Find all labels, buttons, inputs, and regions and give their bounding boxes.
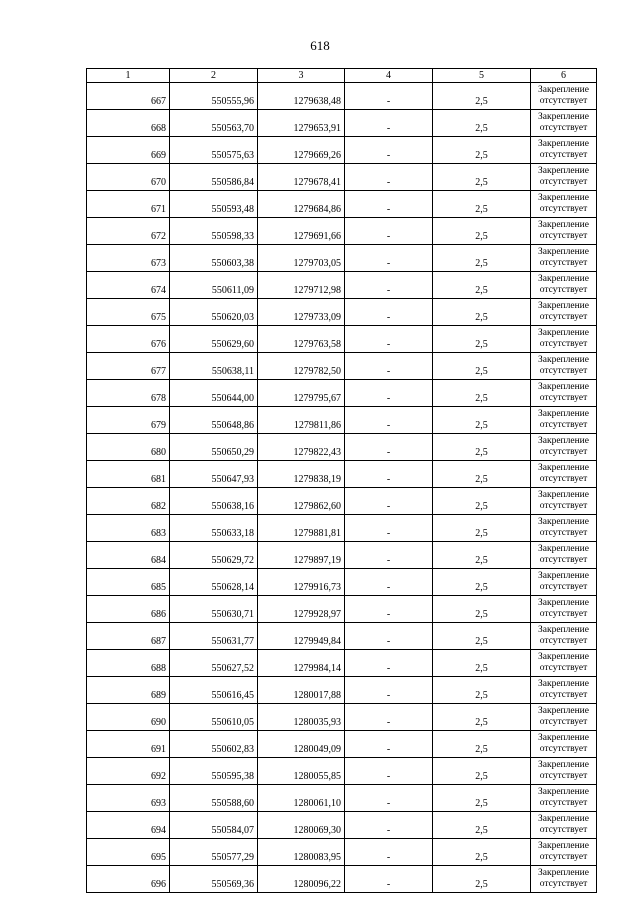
point-number-cell: 684 — [87, 542, 170, 569]
fixing-status-line-2: отсутствует — [539, 204, 588, 214]
point-number-cell: 696 — [87, 866, 170, 893]
column-5-cell: 2,5 — [433, 272, 531, 299]
fixing-status-cell — [531, 812, 597, 839]
point-number-cell: 673 — [87, 245, 170, 272]
fixing-status-line-1: Закрепление — [538, 706, 589, 716]
y-coordinate-cell: 1280096,22 — [258, 866, 345, 893]
fixing-status-line-1: Закрепление — [538, 274, 589, 284]
y-coordinate-cell: 1279795,67 — [258, 380, 345, 407]
table-row — [87, 245, 597, 272]
y-coordinate-cell: 1280055,85 — [258, 758, 345, 785]
fixing-status-line-1: Закрепление — [538, 355, 589, 365]
fixing-status-cell — [531, 353, 597, 380]
table-row — [87, 542, 597, 569]
fixing-status-cell — [531, 461, 597, 488]
table-row — [87, 785, 597, 812]
fixing-status-cell — [531, 272, 597, 299]
point-number-cell: 683 — [87, 515, 170, 542]
page-number: 618 — [310, 38, 330, 53]
fixing-status-line-2: отсутствует — [539, 771, 588, 781]
column-5-cell: 2,5 — [433, 596, 531, 623]
x-coordinate-cell: 550555,96 — [170, 83, 258, 110]
x-coordinate-cell: 550598,33 — [170, 218, 258, 245]
fixing-status-line-2: отсутствует — [539, 258, 588, 268]
column-4-cell: - — [345, 191, 433, 218]
x-coordinate-cell: 550610,05 — [170, 704, 258, 731]
y-coordinate-cell: 1279703,05 — [258, 245, 345, 272]
table-row — [87, 650, 597, 677]
column-5-cell: 2,5 — [433, 866, 531, 893]
fixing-status-line-2: отсутствует — [539, 96, 588, 106]
fixing-status-line-1: Закрепление — [538, 490, 589, 500]
fixing-status-line-2: отсутствует — [539, 474, 588, 484]
table-row — [87, 704, 597, 731]
fixing-status-line-1: Закрепление — [538, 463, 589, 473]
table-row — [87, 272, 597, 299]
point-number-cell: 669 — [87, 137, 170, 164]
fixing-status-line-1: Закрепление — [538, 517, 589, 527]
fixing-status-cell — [531, 488, 597, 515]
x-coordinate-cell: 550602,83 — [170, 731, 258, 758]
y-coordinate-cell: 1279838,19 — [258, 461, 345, 488]
header-col-4: 4 — [345, 69, 433, 83]
fixing-status-line-2: отсутствует — [539, 798, 588, 808]
fixing-status-line-1: Закрепление — [538, 193, 589, 203]
column-5-cell: 2,5 — [433, 785, 531, 812]
point-number-cell: 686 — [87, 596, 170, 623]
point-number-cell: 691 — [87, 731, 170, 758]
column-4-cell: - — [345, 245, 433, 272]
table-row — [87, 353, 597, 380]
fixing-status-line-2: отсутствует — [539, 717, 588, 727]
point-number-cell: 674 — [87, 272, 170, 299]
table-row — [87, 488, 597, 515]
fixing-status-line-1: Закрепление — [538, 598, 589, 608]
y-coordinate-cell: 1279928,97 — [258, 596, 345, 623]
column-5-cell: 2,5 — [433, 704, 531, 731]
x-coordinate-cell: 550595,38 — [170, 758, 258, 785]
fixing-status-cell — [531, 299, 597, 326]
x-coordinate-cell: 550638,11 — [170, 353, 258, 380]
column-5-cell: 2,5 — [433, 353, 531, 380]
fixing-status-line-1: Закрепление — [538, 679, 589, 689]
point-number-cell: 680 — [87, 434, 170, 461]
column-5-cell: 2,5 — [433, 731, 531, 758]
fixing-status-line-2: отсутствует — [539, 879, 588, 889]
table-row — [87, 677, 597, 704]
point-number-cell: 671 — [87, 191, 170, 218]
fixing-status-cell — [531, 704, 597, 731]
y-coordinate-cell: 1279691,66 — [258, 218, 345, 245]
column-5-cell: 2,5 — [433, 542, 531, 569]
x-coordinate-cell: 550644,00 — [170, 380, 258, 407]
fixing-status-line-1: Закрепление — [538, 625, 589, 635]
fixing-status-line-1: Закрепление — [538, 220, 589, 230]
fixing-status-cell — [531, 839, 597, 866]
x-coordinate-cell: 550584,07 — [170, 812, 258, 839]
x-coordinate-cell: 550603,38 — [170, 245, 258, 272]
x-coordinate-cell: 550627,52 — [170, 650, 258, 677]
fixing-status-line-2: отсутствует — [539, 636, 588, 646]
table-body — [87, 83, 597, 893]
fixing-status-line-2: отсутствует — [539, 393, 588, 403]
column-5-cell: 2,5 — [433, 650, 531, 677]
column-5-cell: 2,5 — [433, 515, 531, 542]
column-4-cell: - — [345, 110, 433, 137]
column-5-cell: 2,5 — [433, 380, 531, 407]
table-row — [87, 164, 597, 191]
x-coordinate-cell: 550575,63 — [170, 137, 258, 164]
x-coordinate-cell: 550633,18 — [170, 515, 258, 542]
column-4-cell: - — [345, 488, 433, 515]
fixing-status-line-1: Закрепление — [538, 760, 589, 770]
point-number-cell: 670 — [87, 164, 170, 191]
column-5-cell: 2,5 — [433, 137, 531, 164]
fixing-status-cell — [531, 137, 597, 164]
column-5-cell: 2,5 — [433, 245, 531, 272]
column-5-cell: 2,5 — [433, 299, 531, 326]
column-4-cell: - — [345, 380, 433, 407]
y-coordinate-cell: 1279638,48 — [258, 83, 345, 110]
fixing-status-line-1: Закрепление — [538, 652, 589, 662]
x-coordinate-cell: 550577,29 — [170, 839, 258, 866]
fixing-status-line-2: отсутствует — [539, 501, 588, 511]
point-number-cell: 677 — [87, 353, 170, 380]
point-number-cell: 687 — [87, 623, 170, 650]
y-coordinate-cell: 1279669,26 — [258, 137, 345, 164]
column-4-cell: - — [345, 83, 433, 110]
x-coordinate-cell: 550620,03 — [170, 299, 258, 326]
column-4-cell: - — [345, 758, 433, 785]
point-number-cell: 675 — [87, 299, 170, 326]
fixing-status-line-2: отсутствует — [539, 123, 588, 133]
fixing-status-line-2: отсутствует — [539, 366, 588, 376]
fixing-status-cell — [531, 164, 597, 191]
fixing-status-line-2: отсутствует — [539, 609, 588, 619]
y-coordinate-cell: 1279916,73 — [258, 569, 345, 596]
point-number-cell: 676 — [87, 326, 170, 353]
column-5-cell: 2,5 — [433, 758, 531, 785]
fixing-status-line-1: Закрепление — [538, 328, 589, 338]
column-5-cell: 2,5 — [433, 164, 531, 191]
header-col-2: 2 — [170, 69, 258, 83]
table-row — [87, 461, 597, 488]
x-coordinate-cell: 550563,70 — [170, 110, 258, 137]
x-coordinate-cell: 550593,48 — [170, 191, 258, 218]
y-coordinate-cell: 1279763,58 — [258, 326, 345, 353]
fixing-status-line-1: Закрепление — [538, 571, 589, 581]
column-4-cell: - — [345, 677, 433, 704]
table-row — [87, 812, 597, 839]
column-4-cell: - — [345, 542, 433, 569]
point-number-cell: 672 — [87, 218, 170, 245]
point-number-cell: 679 — [87, 407, 170, 434]
fixing-status-line-1: Закрепление — [538, 841, 589, 851]
fixing-status-line-2: отсутствует — [539, 447, 588, 457]
y-coordinate-cell: 1279712,98 — [258, 272, 345, 299]
column-4-cell: - — [345, 164, 433, 191]
x-coordinate-cell: 550629,60 — [170, 326, 258, 353]
table-row — [87, 110, 597, 137]
fixing-status-cell — [531, 218, 597, 245]
table-row — [87, 731, 597, 758]
y-coordinate-cell: 1279811,86 — [258, 407, 345, 434]
column-5-cell: 2,5 — [433, 218, 531, 245]
table-row — [87, 839, 597, 866]
column-5-cell: 2,5 — [433, 110, 531, 137]
column-5-cell: 2,5 — [433, 569, 531, 596]
column-5-cell: 2,5 — [433, 326, 531, 353]
fixing-status-cell — [531, 515, 597, 542]
column-4-cell: - — [345, 218, 433, 245]
y-coordinate-cell: 1279881,81 — [258, 515, 345, 542]
fixing-status-line-2: отсутствует — [539, 555, 588, 565]
fixing-status-cell — [531, 110, 597, 137]
point-number-cell: 689 — [87, 677, 170, 704]
column-5-cell: 2,5 — [433, 623, 531, 650]
table-row — [87, 326, 597, 353]
table-row — [87, 407, 597, 434]
fixing-status-cell — [531, 191, 597, 218]
column-4-cell: - — [345, 272, 433, 299]
table-header-row — [87, 69, 597, 83]
y-coordinate-cell: 1280049,09 — [258, 731, 345, 758]
point-number-cell: 694 — [87, 812, 170, 839]
header-col-1: 1 — [87, 69, 170, 83]
y-coordinate-cell: 1280035,93 — [258, 704, 345, 731]
table-row — [87, 137, 597, 164]
fixing-status-line-1: Закрепление — [538, 409, 589, 419]
column-4-cell: - — [345, 515, 433, 542]
column-4-cell: - — [345, 326, 433, 353]
fixing-status-line-2: отсутствует — [539, 744, 588, 754]
column-5-cell: 2,5 — [433, 461, 531, 488]
column-4-cell: - — [345, 596, 433, 623]
x-coordinate-cell: 550629,72 — [170, 542, 258, 569]
fixing-status-line-1: Закрепление — [538, 85, 589, 95]
x-coordinate-cell: 550631,77 — [170, 623, 258, 650]
fixing-status-cell — [531, 785, 597, 812]
column-4-cell: - — [345, 569, 433, 596]
y-coordinate-cell: 1279678,41 — [258, 164, 345, 191]
column-5-cell: 2,5 — [433, 488, 531, 515]
column-4-cell: - — [345, 731, 433, 758]
fixing-status-line-1: Закрепление — [538, 139, 589, 149]
x-coordinate-cell: 550638,16 — [170, 488, 258, 515]
y-coordinate-cell: 1279782,50 — [258, 353, 345, 380]
column-5-cell: 2,5 — [433, 434, 531, 461]
column-4-cell: - — [345, 623, 433, 650]
y-coordinate-cell: 1279949,84 — [258, 623, 345, 650]
table-row — [87, 83, 597, 110]
point-number-cell: 693 — [87, 785, 170, 812]
header-col-6: 6 — [531, 69, 597, 83]
fixing-status-line-2: отсутствует — [539, 339, 588, 349]
column-4-cell: - — [345, 461, 433, 488]
column-4-cell: - — [345, 434, 433, 461]
y-coordinate-cell: 1280061,10 — [258, 785, 345, 812]
point-number-cell: 688 — [87, 650, 170, 677]
fixing-status-cell — [531, 731, 597, 758]
fixing-status-line-1: Закрепление — [538, 112, 589, 122]
fixing-status-cell — [531, 542, 597, 569]
table-row — [87, 218, 597, 245]
point-number-cell: 695 — [87, 839, 170, 866]
column-5-cell: 2,5 — [433, 677, 531, 704]
y-coordinate-cell: 1280069,30 — [258, 812, 345, 839]
fixing-status-line-1: Закрепление — [538, 382, 589, 392]
table-row — [87, 299, 597, 326]
x-coordinate-cell: 550648,86 — [170, 407, 258, 434]
fixing-status-cell — [531, 434, 597, 461]
table-row — [87, 866, 597, 893]
fixing-status-line-1: Закрепление — [538, 301, 589, 311]
fixing-status-line-2: отсутствует — [539, 528, 588, 538]
table-row — [87, 191, 597, 218]
point-number-cell: 681 — [87, 461, 170, 488]
table-row — [87, 623, 597, 650]
fixing-status-cell — [531, 650, 597, 677]
x-coordinate-cell: 550647,93 — [170, 461, 258, 488]
table-row — [87, 758, 597, 785]
fixing-status-line-1: Закрепление — [538, 868, 589, 878]
x-coordinate-cell: 550588,60 — [170, 785, 258, 812]
column-4-cell: - — [345, 812, 433, 839]
y-coordinate-cell: 1279984,14 — [258, 650, 345, 677]
fixing-status-cell — [531, 596, 597, 623]
table-row — [87, 515, 597, 542]
fixing-status-line-2: отсутствует — [539, 312, 588, 322]
column-5-cell: 2,5 — [433, 839, 531, 866]
table-row — [87, 569, 597, 596]
y-coordinate-cell: 1279653,91 — [258, 110, 345, 137]
fixing-status-cell — [531, 245, 597, 272]
column-4-cell: - — [345, 353, 433, 380]
point-number-cell: 692 — [87, 758, 170, 785]
x-coordinate-cell: 550569,36 — [170, 866, 258, 893]
point-number-cell: 667 — [87, 83, 170, 110]
fixing-status-line-1: Закрепление — [538, 436, 589, 446]
point-number-cell: 690 — [87, 704, 170, 731]
table-row — [87, 380, 597, 407]
x-coordinate-cell: 550616,45 — [170, 677, 258, 704]
point-number-cell: 685 — [87, 569, 170, 596]
fixing-status-cell — [531, 866, 597, 893]
column-4-cell: - — [345, 839, 433, 866]
fixing-status-line-2: отсутствует — [539, 852, 588, 862]
column-4-cell: - — [345, 137, 433, 164]
fixing-status-line-2: отсутствует — [539, 663, 588, 673]
fixing-status-line-1: Закрепление — [538, 787, 589, 797]
column-4-cell: - — [345, 650, 433, 677]
fixing-status-line-2: отсутствует — [539, 285, 588, 295]
column-5-cell: 2,5 — [433, 83, 531, 110]
table-row — [87, 596, 597, 623]
y-coordinate-cell: 1279733,09 — [258, 299, 345, 326]
coordinates-table — [86, 68, 597, 893]
fixing-status-cell — [531, 380, 597, 407]
fixing-status-cell — [531, 407, 597, 434]
fixing-status-line-1: Закрепление — [538, 733, 589, 743]
header-col-3: 3 — [258, 69, 345, 83]
y-coordinate-cell: 1279822,43 — [258, 434, 345, 461]
x-coordinate-cell: 550650,29 — [170, 434, 258, 461]
column-5-cell: 2,5 — [433, 812, 531, 839]
fixing-status-cell — [531, 758, 597, 785]
fixing-status-line-2: отсутствует — [539, 231, 588, 241]
header-col-5: 5 — [433, 69, 531, 83]
y-coordinate-cell: 1279684,86 — [258, 191, 345, 218]
column-4-cell: - — [345, 866, 433, 893]
column-4-cell: - — [345, 785, 433, 812]
column-5-cell: 2,5 — [433, 407, 531, 434]
y-coordinate-cell: 1280083,95 — [258, 839, 345, 866]
fixing-status-line-2: отсутствует — [539, 420, 588, 430]
point-number-cell: 668 — [87, 110, 170, 137]
fixing-status-cell — [531, 326, 597, 353]
fixing-status-line-1: Закрепление — [538, 166, 589, 176]
fixing-status-line-2: отсутствует — [539, 150, 588, 160]
column-4-cell: - — [345, 407, 433, 434]
fixing-status-cell — [531, 623, 597, 650]
x-coordinate-cell: 550586,84 — [170, 164, 258, 191]
y-coordinate-cell: 1279862,60 — [258, 488, 345, 515]
y-coordinate-cell: 1280017,88 — [258, 677, 345, 704]
point-number-cell: 678 — [87, 380, 170, 407]
column-4-cell: - — [345, 704, 433, 731]
y-coordinate-cell: 1279897,19 — [258, 542, 345, 569]
fixing-status-cell — [531, 569, 597, 596]
column-4-cell: - — [345, 299, 433, 326]
table-row — [87, 434, 597, 461]
fixing-status-line-2: отсутствует — [539, 690, 588, 700]
fixing-status-line-1: Закрепление — [538, 247, 589, 257]
fixing-status-line-1: Закрепление — [538, 544, 589, 554]
x-coordinate-cell: 550630,71 — [170, 596, 258, 623]
fixing-status-line-2: отсутствует — [539, 825, 588, 835]
fixing-status-cell — [531, 83, 597, 110]
x-coordinate-cell: 550628,14 — [170, 569, 258, 596]
fixing-status-cell — [531, 677, 597, 704]
x-coordinate-cell: 550611,09 — [170, 272, 258, 299]
point-number-cell: 682 — [87, 488, 170, 515]
fixing-status-line-2: отсутствует — [539, 177, 588, 187]
fixing-status-line-2: отсутствует — [539, 582, 588, 592]
column-5-cell: 2,5 — [433, 191, 531, 218]
fixing-status-line-1: Закрепление — [538, 814, 589, 824]
